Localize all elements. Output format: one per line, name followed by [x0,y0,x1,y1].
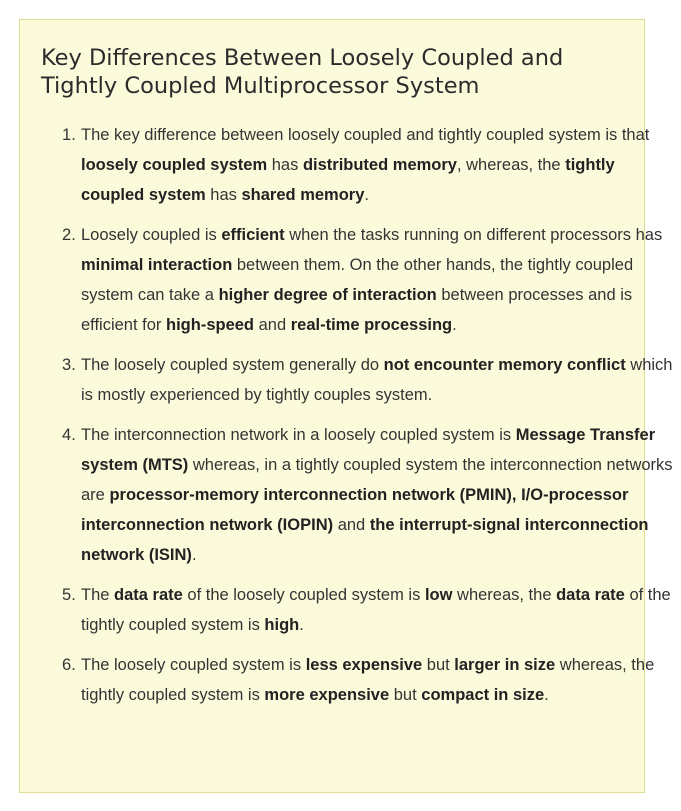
item-text: which is mostly experienced by tightly couples system. [81,356,673,404]
item-bold: high [264,616,300,634]
differences-list [20,120,681,720]
item-bold: minimal interaction [81,256,233,274]
item-bold: distributed memory [302,156,457,174]
item-text: whereas, the [452,586,557,604]
list-item-4 [81,420,681,570]
item-text: and [333,516,370,534]
item-bold: compact in size [421,686,545,704]
item-bold: Message Transfer system (MTS) [81,426,656,474]
item-bold: high-speed [166,316,255,334]
list-item-5 [81,580,681,640]
item-text: but [389,686,422,704]
item-text: but [422,656,455,674]
item-bold: larger in size [454,656,556,674]
item-bold: tightly coupled system [81,156,615,204]
item-text: . [544,686,549,704]
item-bold: higher degree of interaction [218,286,437,304]
item-bold: data rate [556,586,625,604]
item-text: . [299,616,304,634]
key-differences-box [19,19,673,793]
item-text: whereas, in a tightly coupled system the interconnection networks are [81,456,673,504]
item-text: The interconnection network in a loosely coupled system is [81,426,516,444]
item-text: Loosely coupled is [81,226,222,244]
item-bold: shared memory [241,186,365,204]
list-item-6 [81,650,681,710]
item-text: The loosely coupled system generally do [81,356,384,374]
item-text: The loosely coupled system is [81,656,306,674]
item-text: . [191,546,197,564]
item-text: . [452,316,457,334]
item-text: between them. On the other hands, the tightly coupled system can take a [81,256,634,304]
item-text: of the loosely coupled system is [182,586,425,604]
item-bold: data rate [114,586,183,604]
item-bold: low [424,586,453,604]
item-text: , whereas, the [456,156,566,174]
item-bold: less expensive [305,656,423,674]
item-bold: the interrupt-signal interconnection network (ISIN) [81,516,649,564]
list-item-2 [81,220,681,340]
item-text: has [267,156,303,174]
item-bold: efficient [221,226,285,244]
item-text: The [81,586,115,604]
item-text: has [205,186,242,204]
item-bold: real-time processing [290,316,453,334]
item-bold: more expensive [264,686,390,704]
item-text: The key difference between loosely coupled and tightly coupled system is that [81,126,650,144]
item-text: when the tasks running on different processors has [284,226,663,244]
item-text: . [364,186,369,204]
title-line-1: Key Differences Between Loosely Coupled and [41,45,564,71]
list-item-1 [81,120,681,210]
title-line-2: Tightly Coupled Multiprocessor System [41,73,480,99]
item-text: of the tightly coupled system is [81,586,671,634]
item-bold: not encounter memory conflict [383,356,626,374]
item-text: between processes and is efficient for [81,286,633,334]
item-text: whereas, the tightly coupled system is [81,656,655,704]
list-item-3 [81,350,681,410]
section-title [41,44,631,100]
item-bold: loosely coupled system [81,156,268,174]
item-bold: processor-memory interconnection network (PMIN), I/O-processor interconnection network (IOPIN) [81,486,629,534]
item-text: and [254,316,291,334]
